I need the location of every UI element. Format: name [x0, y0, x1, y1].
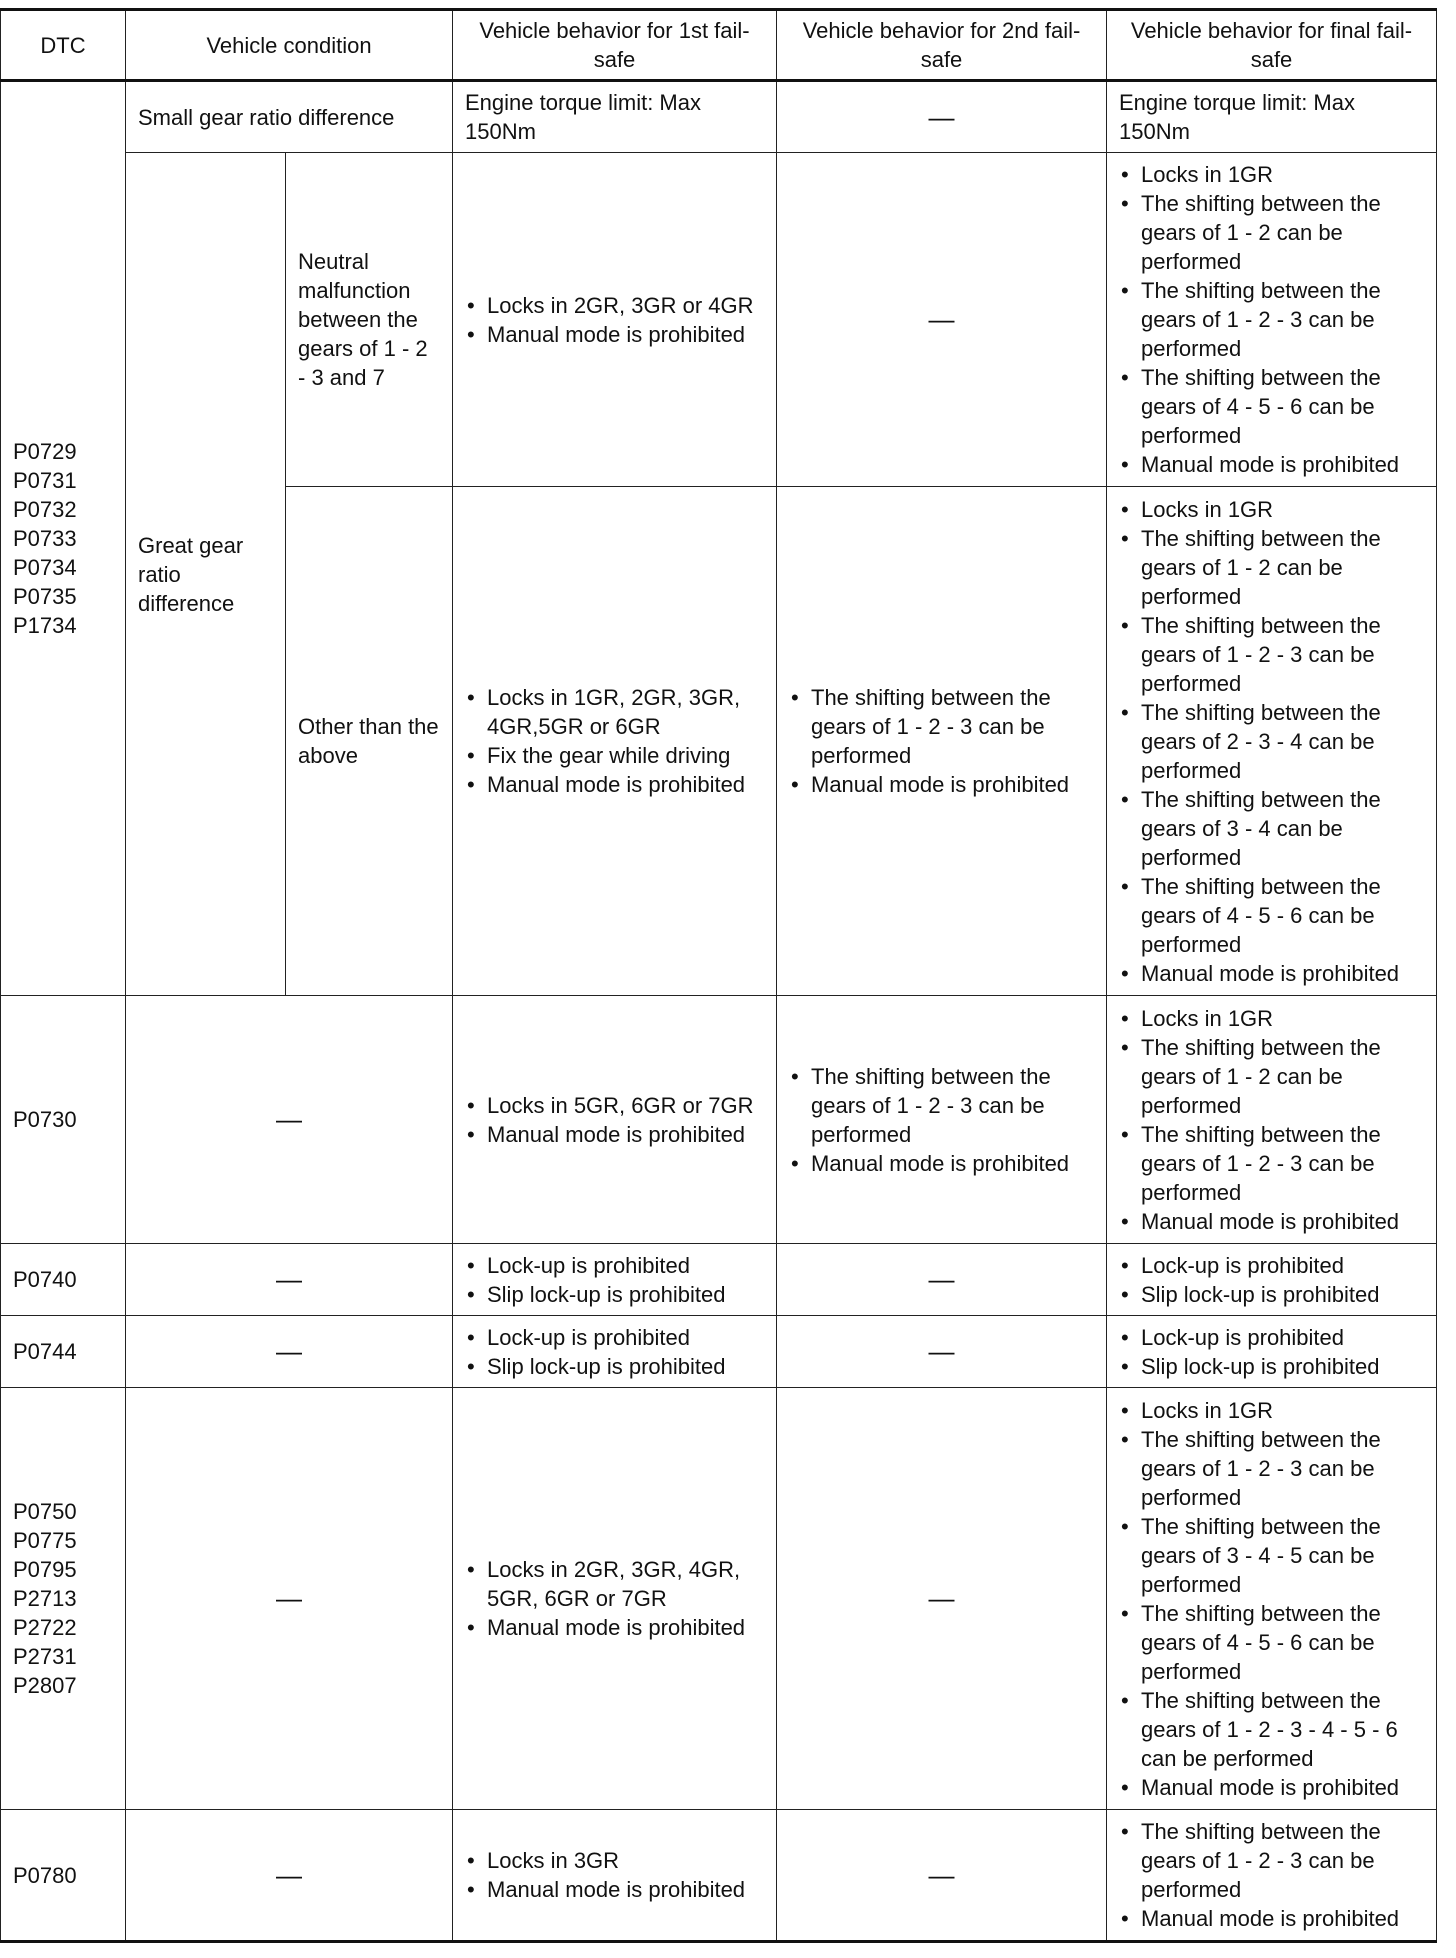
fail-safe-document: [0, 8, 1437, 1943]
list-item: • Manual mode is prohibited: [465, 1875, 764, 1904]
list-item: • Slip lock-up is prohibited: [1119, 1352, 1424, 1381]
list-item: • Manual mode is prohibited: [465, 320, 764, 349]
list-item: • The shifting between the gears of 1 - 2 - 3 can be performed: [789, 1062, 1094, 1149]
dtc-code: P0744: [13, 1339, 77, 1364]
second-fail-safe-cell: —: [777, 1388, 1107, 1810]
dtc-cell: [1, 1244, 126, 1316]
dtc-code: P0731: [13, 468, 77, 493]
dtc-code: P0750: [13, 1499, 77, 1524]
list-item: • The shifting between the gears of 1 - 2 - 3 can be performed: [789, 683, 1094, 770]
dtc-code: P0734: [13, 555, 77, 580]
dtc-cell: [1, 1316, 126, 1388]
list-item: • The shifting between the gears of 1 - 2 can be performed: [1119, 189, 1424, 276]
first-fail-safe-cell: [453, 996, 777, 1244]
list-item: • Slip lock-up is prohibited: [465, 1352, 764, 1381]
dtc-code: P0735: [13, 584, 77, 609]
list-item: • Manual mode is prohibited: [1119, 450, 1424, 479]
list-item: • The shifting between the gears of 1 - 2 - 3 can be performed: [1119, 1817, 1424, 1904]
fail-safe-table: [0, 8, 1437, 1943]
dtc-code: P0732: [13, 497, 77, 522]
second-fail-safe-cell: [777, 487, 1107, 996]
condition-cell: —: [126, 1388, 453, 1810]
header-second-fail-safe: Vehicle behavior for 2nd fail-safe: [777, 10, 1107, 81]
header-first-fail-safe: Vehicle behavior for 1st fail-safe: [453, 10, 777, 81]
list-item: • Lock-up is prohibited: [465, 1323, 764, 1352]
table-row: [1, 1316, 1437, 1388]
first-fail-safe-cell: [453, 1316, 777, 1388]
list-item: • Locks in 1GR: [1119, 495, 1424, 524]
final-fail-safe-cell: [1107, 153, 1437, 487]
header-vehicle-condition: Vehicle condition: [126, 10, 453, 81]
list-item: • Manual mode is prohibited: [465, 1613, 764, 1642]
list-item: • Lock-up is prohibited: [465, 1251, 764, 1280]
condition-cell: —: [126, 996, 453, 1244]
list-item: • The shifting between the gears of 4 - 5 - 6 can be performed: [1119, 872, 1424, 959]
list-item: • Locks in 5GR, 6GR or 7GR: [465, 1091, 764, 1120]
final-fail-safe-cell: [1107, 487, 1437, 996]
first-fail-safe-cell: [453, 1388, 777, 1810]
final-fail-safe-cell: Engine torque limit: Max 150Nm: [1107, 81, 1437, 153]
list-item: • Manual mode is prohibited: [789, 1149, 1094, 1178]
sub-condition-cell: Other than the above: [286, 487, 453, 996]
list-item: • Locks in 1GR: [1119, 160, 1424, 189]
list-item: • Slip lock-up is prohibited: [1119, 1280, 1424, 1309]
dtc-cell: [1, 1810, 126, 1942]
final-fail-safe-cell: [1107, 1244, 1437, 1316]
dtc-code: P1734: [13, 613, 77, 638]
condition-cell: —: [126, 1316, 453, 1388]
dtc-cell: [1, 81, 126, 996]
list-item: • Manual mode is prohibited: [465, 770, 764, 799]
dtc-code: P2722: [13, 1615, 77, 1640]
list-item: • The shifting between the gears of 3 - 4 can be performed: [1119, 785, 1424, 872]
final-fail-safe-cell: [1107, 996, 1437, 1244]
dtc-code: P2807: [13, 1673, 77, 1698]
dtc-code: P0795: [13, 1557, 77, 1582]
table-row: [1, 1388, 1437, 1810]
list-item: • The shifting between the gears of 1 - 2 - 3 can be performed: [1119, 1425, 1424, 1512]
second-fail-safe-cell: [777, 996, 1107, 1244]
dtc-code: P2713: [13, 1586, 77, 1611]
table-row: [1, 1244, 1437, 1316]
list-item: • Manual mode is prohibited: [789, 770, 1094, 799]
list-item: • Slip lock-up is prohibited: [465, 1280, 764, 1309]
list-item: • Manual mode is prohibited: [1119, 959, 1424, 988]
list-item: • The shifting between the gears of 4 - 5 - 6 can be performed: [1119, 363, 1424, 450]
list-item: • Lock-up is prohibited: [1119, 1251, 1424, 1280]
dtc-code: P0729: [13, 439, 77, 464]
list-item: • The shifting between the gears of 1 - 2 - 3 - 4 - 5 - 6 can be performed: [1119, 1686, 1424, 1773]
first-fail-safe-cell: Engine torque limit: Max 150Nm: [453, 81, 777, 153]
list-item: • Locks in 2GR, 3GR, 4GR, 5GR, 6GR or 7GR: [465, 1555, 764, 1613]
dtc-code: P0740: [13, 1267, 77, 1292]
header-row: [1, 10, 1437, 81]
table-row: [1, 996, 1437, 1244]
header-dtc: DTC: [1, 10, 126, 81]
dtc-code: P0730: [13, 1107, 77, 1132]
dtc-code: P2731: [13, 1644, 77, 1669]
list-item: • Manual mode is prohibited: [1119, 1773, 1424, 1802]
dtc-cell: [1, 1388, 126, 1810]
first-fail-safe-cell: [453, 487, 777, 996]
final-fail-safe-cell: [1107, 1388, 1437, 1810]
dtc-code: P0733: [13, 526, 77, 551]
list-item: • The shifting between the gears of 1 - 2 can be performed: [1119, 1033, 1424, 1120]
condition-cell: Small gear ratio difference: [126, 81, 453, 153]
second-fail-safe-cell: —: [777, 1244, 1107, 1316]
dtc-cell: [1, 996, 126, 1244]
list-item: • The shifting between the gears of 1 - 2 - 3 can be performed: [1119, 611, 1424, 698]
second-fail-safe-cell: —: [777, 1810, 1107, 1942]
list-item: • The shifting between the gears of 2 - 3 - 4 can be performed: [1119, 698, 1424, 785]
condition-cell: Great gear ratio difference: [126, 153, 286, 996]
final-fail-safe-cell: [1107, 1316, 1437, 1388]
second-fail-safe-cell: —: [777, 153, 1107, 487]
list-item: • Locks in 1GR, 2GR, 3GR, 4GR,5GR or 6GR: [465, 683, 764, 741]
list-item: • The shifting between the gears of 1 - 2 - 3 can be performed: [1119, 276, 1424, 363]
list-item: • The shifting between the gears of 1 - 2 can be performed: [1119, 524, 1424, 611]
list-item: • Manual mode is prohibited: [1119, 1207, 1424, 1236]
dtc-code: P0775: [13, 1528, 77, 1553]
list-item: • Locks in 3GR: [465, 1846, 764, 1875]
first-fail-safe-cell: [453, 1810, 777, 1942]
table-row: [1, 1810, 1437, 1942]
condition-cell: —: [126, 1810, 453, 1942]
dtc-code: P0780: [13, 1862, 77, 1888]
first-fail-safe-cell: [453, 153, 777, 487]
table-row: [1, 81, 1437, 153]
second-fail-safe-cell: —: [777, 81, 1107, 153]
header-final-fail-safe: Vehicle behavior for final fail-safe: [1107, 10, 1437, 81]
list-item: • The shifting between the gears of 3 - 4 - 5 can be performed: [1119, 1512, 1424, 1599]
final-fail-safe-cell: [1107, 1810, 1437, 1942]
list-item: • Manual mode is prohibited: [1119, 1904, 1424, 1933]
list-item: • Locks in 2GR, 3GR or 4GR: [465, 291, 764, 320]
first-fail-safe-cell: [453, 1244, 777, 1316]
list-item: • Locks in 1GR: [1119, 1004, 1424, 1033]
list-item: • Locks in 1GR: [1119, 1396, 1424, 1425]
second-fail-safe-cell: —: [777, 1316, 1107, 1388]
list-item: • Fix the gear while driving: [465, 741, 764, 770]
list-item: • Lock-up is prohibited: [1119, 1323, 1424, 1352]
list-item: • Manual mode is prohibited: [465, 1120, 764, 1149]
list-item: • The shifting between the gears of 4 - 5 - 6 can be performed: [1119, 1599, 1424, 1686]
condition-cell: —: [126, 1244, 453, 1316]
table-row: [1, 153, 1437, 487]
list-item: • The shifting between the gears of 1 - 2 - 3 can be performed: [1119, 1120, 1424, 1207]
sub-condition-cell: Neutral malfunction between the gears of 1 - 2 - 3 and 7: [286, 153, 453, 487]
